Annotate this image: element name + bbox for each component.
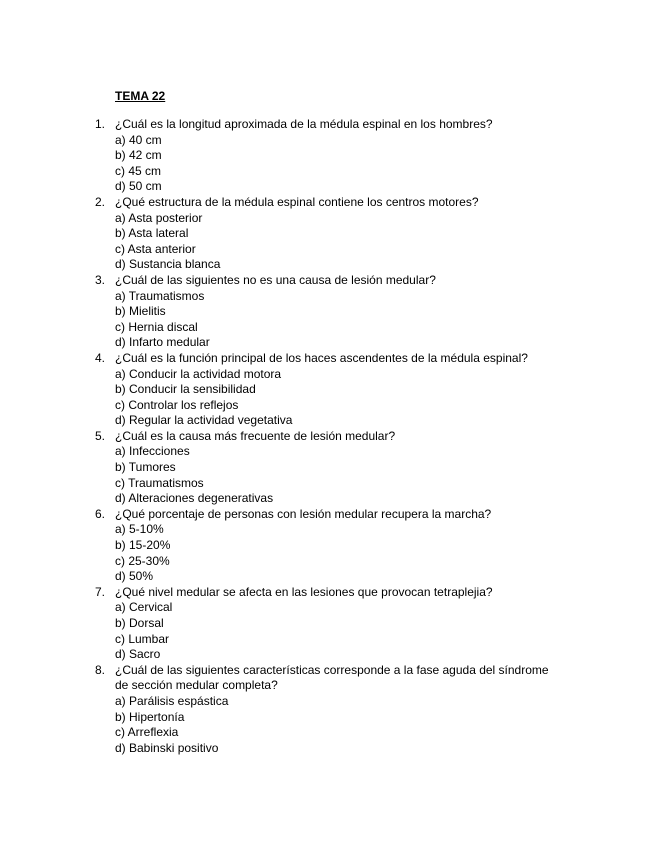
question-item <box>0 273 655 351</box>
option-d: d) Infarto medular <box>115 335 210 350</box>
question-text: ¿Qué nivel medular se afecta en las lesiones que provocan tetraplejia? <box>115 584 493 599</box>
question-number: 1. <box>95 117 106 131</box>
option-b: b) Hipertonía <box>115 709 185 724</box>
question-number: 2. <box>95 194 106 209</box>
question-number: 5. <box>95 428 106 443</box>
option-a: a) Cervical <box>115 600 173 615</box>
question-number: 3. <box>95 272 106 287</box>
option-c: c) Lumbar <box>115 631 170 646</box>
option-a: a) Infecciones <box>115 444 190 459</box>
option-a: a) 5-10% <box>115 522 164 537</box>
question-item <box>0 507 655 585</box>
option-b: b) Asta lateral <box>115 226 189 241</box>
option-list <box>0 289 655 351</box>
question-item <box>0 351 655 429</box>
option-c: c) 45 cm <box>115 163 162 178</box>
question-number: 8. <box>95 662 106 677</box>
option-list <box>0 694 655 756</box>
question-item <box>0 663 655 757</box>
option-b: b) 15-20% <box>115 538 171 553</box>
question-text: ¿Qué porcentaje de personas con lesión medular recupera la marcha? <box>115 506 492 521</box>
option-d: d) 50 cm <box>115 179 162 194</box>
option-b: b) Conducir la sensibilidad <box>115 382 256 397</box>
question-list <box>0 117 655 756</box>
question-number: 4. <box>95 350 106 365</box>
option-c: c) Controlar los reflejos <box>115 397 239 412</box>
option-b: b) Dorsal <box>115 616 164 630</box>
option-c: c) Asta anterior <box>115 241 196 256</box>
option-a: a) Conducir la actividad motora <box>115 366 282 381</box>
option-list <box>0 600 655 662</box>
option-list <box>0 444 655 506</box>
question-item <box>0 429 655 507</box>
option-d: d) Sacro <box>115 647 161 662</box>
option-c: c) 25-30% <box>115 553 170 568</box>
question-text: ¿Cuál de las siguientes características corresponde a la fase aguda del síndrome de sección medular completa? <box>115 662 549 693</box>
option-a: a) Parálisis espástica <box>115 693 229 708</box>
option-c: c) Traumatismos <box>115 475 204 490</box>
question-text: ¿Qué estructura de la médula espinal contiene los centros motores? <box>115 194 479 209</box>
option-c: c) Arreflexia <box>115 725 179 740</box>
option-b: b) Mielitis <box>115 304 166 319</box>
question-text: ¿Cuál de las siguientes no es una causa de lesión medular? <box>115 272 436 287</box>
question-text: ¿Cuál es la longitud aproximada de la médula espinal en los hombres? <box>115 117 493 131</box>
option-d: d) Babinski positivo <box>115 740 219 755</box>
option-b: b) 42 cm <box>115 148 162 163</box>
question-text: ¿Cuál es la causa más frecuente de lesión medular? <box>115 428 396 443</box>
option-d: d) Sustancia blanca <box>115 257 221 272</box>
option-d: d) Regular la actividad vegetativa <box>115 413 293 428</box>
option-list <box>0 211 655 273</box>
question-text: ¿Cuál es la función principal de los haces ascendentes de la médula espinal? <box>115 350 528 365</box>
option-a: a) Asta posterior <box>115 210 203 225</box>
question-item <box>0 585 655 663</box>
option-d: d) 50% <box>115 569 154 584</box>
option-d: d) Alteraciones degenerativas <box>115 491 274 506</box>
question-number: 6. <box>95 506 106 521</box>
question-item <box>0 195 655 273</box>
question-item <box>0 117 655 195</box>
option-list <box>0 522 655 584</box>
option-b: b) Tumores <box>115 460 176 475</box>
option-list <box>0 367 655 429</box>
question-number: 7. <box>95 584 106 599</box>
option-c: c) Hernia discal <box>115 319 198 334</box>
option-list <box>0 133 655 195</box>
document-title: TEMA 22 <box>115 89 166 103</box>
option-a: a) 40 cm <box>115 132 162 147</box>
option-a: a) Traumatismos <box>115 288 205 303</box>
